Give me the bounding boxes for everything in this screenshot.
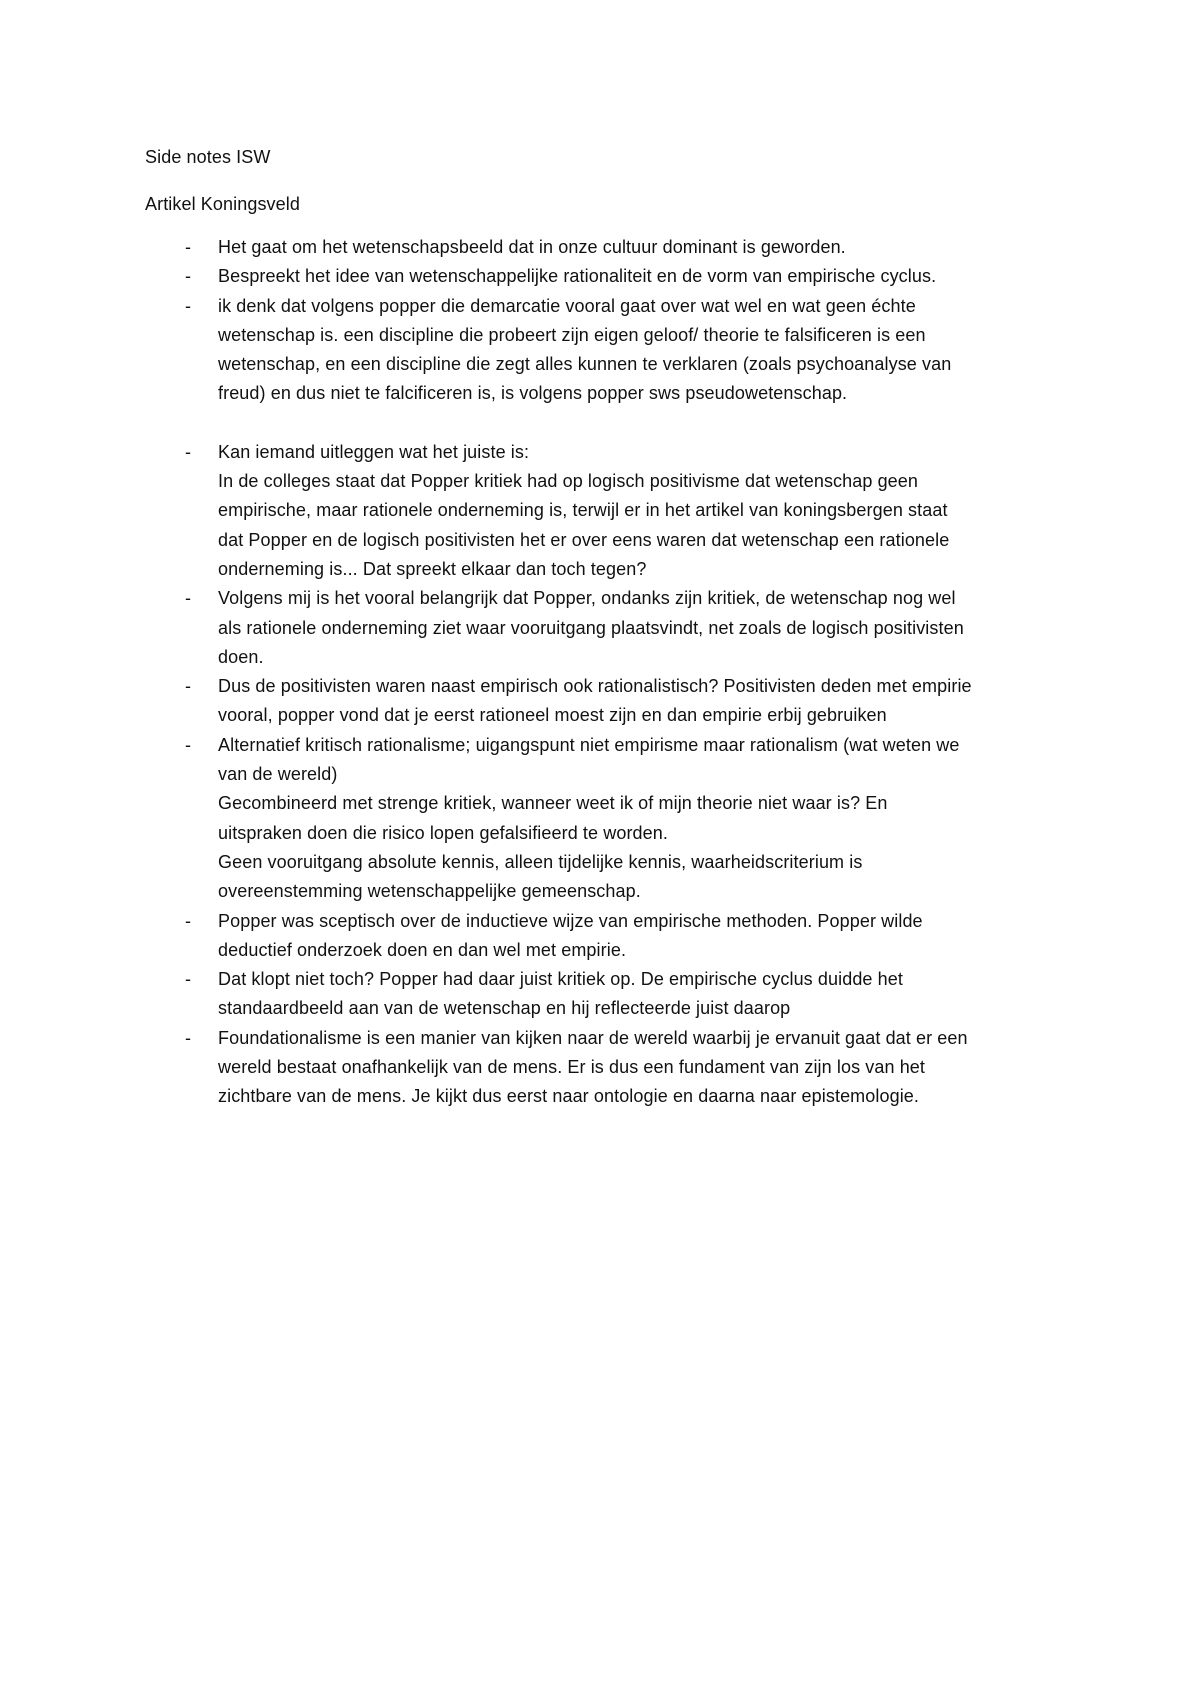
note-line: van de wereld) (218, 764, 338, 785)
note-line: deductief onderzoek doen en dan wel met empirie. (218, 939, 627, 960)
note-line: Geen vooruitgang absolute kennis, alleen tijdelijke kennis, waarheidscriterium is (218, 851, 863, 872)
note-line: doen. (218, 646, 264, 667)
list-item (145, 292, 1085, 409)
bullet-dash: - (185, 969, 192, 990)
list-item (145, 907, 1085, 966)
note-line: Volgens mij is het vooral belangrijk dat Popper, ondanks zijn kritiek, de wetenschap nog wel (218, 588, 956, 609)
note-line: wereld bestaat onafhankelijk van de mens. Er is dus een fundament van zijn los van het (218, 1057, 926, 1078)
note-line: In de colleges staat dat Popper kritiek had op logisch positivisme dat wetenschap geen (218, 471, 919, 492)
bullet-dash: - (185, 734, 192, 755)
bullet-dash: - (185, 588, 192, 609)
note-line: zichtbare van de mens. Je kijkt dus eerst naar ontologie en daarna naar epistemologie. (218, 1086, 920, 1107)
list-item (145, 584, 1085, 672)
note-line: dat Popper en de logisch positivisten het er over eens waren dat wetenschap een rationele (218, 529, 950, 550)
list-item (145, 262, 1085, 291)
bullet-dash: - (185, 676, 192, 697)
note-line: als rationele onderneming ziet waar vooruitgang plaatsvindt, net zoals de logisch positivisten (218, 617, 964, 638)
bullet-dash: - (185, 295, 192, 316)
note-line: Dat klopt niet toch? Popper had daar juist kritiek op. De empirische cyclus duidde het (218, 969, 903, 990)
note-line: Bespreekt het idee van wetenschappelijke rationaliteit en de vorm van empirische cyclus. (218, 266, 937, 287)
notes-list (145, 233, 1085, 1112)
note-line: Alternatief kritisch rationalisme; uigangspunt niet empirisme maar rationalism (wat weten we (218, 734, 960, 755)
note-line: wetenschap, en een discipline die zegt alles kunnen te verklaren (zoals psychoanalyse van (218, 354, 952, 375)
note-line: overeenstemming wetenschappelijke gemeenschap. (218, 881, 641, 902)
note-line: wetenschap is. een discipline die probeert zijn eigen geloof/ theorie te falsificeren is een (218, 324, 926, 345)
note-line: Het gaat om het wetenschapsbeeld dat in onze cultuur dominant is geworden. (218, 237, 846, 257)
note-line: vooral, popper vond dat je eerst rationeel moest zijn en dan empirie erbij gebruiken (218, 705, 887, 726)
note-line: Gecombineerd met strenge kritiek, wanneer weet ik of mijn theorie niet waar is? En (218, 793, 888, 814)
note-line: Foundationalisme is een manier van kijken naar de wereld waarbij je ervanuit gaat dat er een (218, 1027, 968, 1048)
note-line: empirische, maar rationele onderneming is, terwijl er in het artikel van koningsbergen staat (218, 500, 948, 521)
note-line: uitspraken doen die risico lopen gefalsifieerd te worden. (218, 822, 668, 843)
list-item (145, 731, 1085, 907)
list-item (145, 672, 1085, 731)
bullet-dash: - (185, 1027, 192, 1048)
note-line: ik denk dat volgens popper die demarcatie vooral gaat over wat wel en wat geen échte (218, 295, 916, 316)
note-line: Kan iemand uitleggen wat het juiste is: (218, 441, 530, 462)
note-line: Popper was sceptisch over de inductieve wijze van empirische methoden. Popper wilde (218, 910, 923, 931)
bullet-dash: - (185, 441, 192, 462)
note-line: onderneming is... Dat spreekt elkaar dan toch tegen? (218, 558, 647, 579)
bullet-dash: - (185, 237, 192, 257)
document-subtitle: Artikel Koningsveld (145, 194, 300, 214)
list-item (145, 438, 1085, 584)
note-line: standaardbeeld aan van de wetenschap en hij reflecteerde juist daarop (218, 998, 791, 1019)
bullet-dash: - (185, 266, 192, 287)
list-item (145, 1024, 1085, 1112)
note-line: freud) en dus niet te falcificeren is, is volgens popper sws pseudowetenschap. (218, 383, 848, 404)
document-title: Side notes ISW (145, 147, 271, 167)
note-line: Dus de positivisten waren naast empirisch ook rationalistisch? Positivisten deden met empirie (218, 676, 972, 697)
bullet-dash: - (185, 910, 192, 931)
list-item (145, 965, 1085, 1024)
list-item (145, 233, 1085, 262)
